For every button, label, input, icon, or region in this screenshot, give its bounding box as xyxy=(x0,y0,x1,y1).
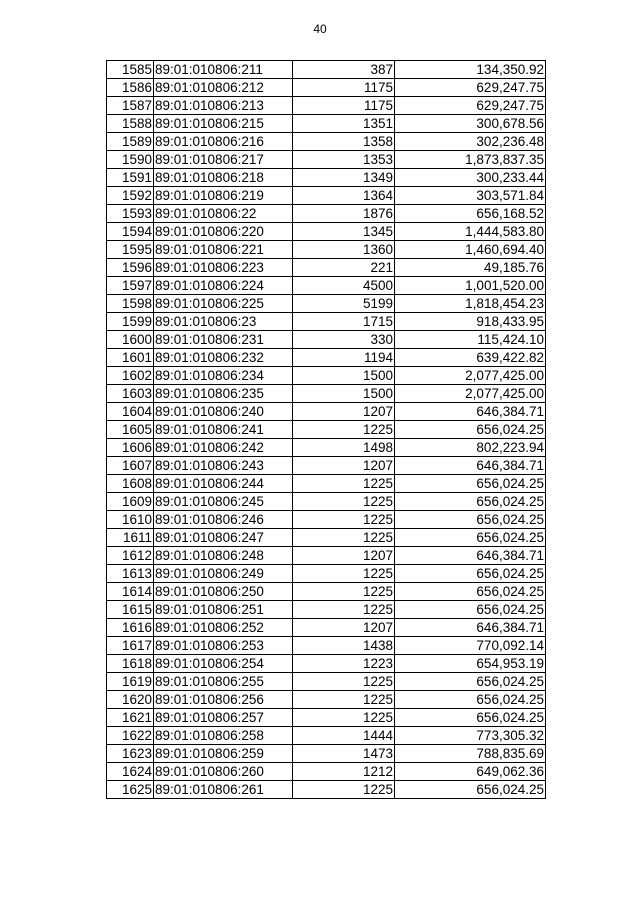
cadastral-value-cell: 646,384.71 xyxy=(395,547,546,565)
cadastral-value-cell: 300,678.56 xyxy=(395,115,546,133)
area-cell: 1364 xyxy=(293,187,395,205)
cadastral-number-cell: 89:01:010806:255 xyxy=(154,673,293,691)
row-number-cell: 1621 xyxy=(107,709,154,727)
area-cell: 1498 xyxy=(293,439,395,457)
cadastral-number-cell: 89:01:010806:244 xyxy=(154,475,293,493)
row-number-cell: 1604 xyxy=(107,403,154,421)
table-row xyxy=(107,61,546,79)
cadastral-number-cell: 89:01:010806:232 xyxy=(154,349,293,367)
cadastral-value-cell: 656,024.25 xyxy=(395,511,546,529)
cadastral-value-cell: 656,168.52 xyxy=(395,205,546,223)
row-number-cell: 1605 xyxy=(107,421,154,439)
area-cell: 1473 xyxy=(293,745,395,763)
table-row xyxy=(107,439,546,457)
cadastral-value-cell: 639,422.82 xyxy=(395,349,546,367)
area-cell: 221 xyxy=(293,259,395,277)
table-row xyxy=(107,691,546,709)
cadastral-value-cell: 656,024.25 xyxy=(395,691,546,709)
cadastral-value-cell: 629,247.75 xyxy=(395,97,546,115)
cadastral-value-cell: 629,247.75 xyxy=(395,79,546,97)
table-row xyxy=(107,259,546,277)
table-row xyxy=(107,115,546,133)
cadastral-number-cell: 89:01:010806:259 xyxy=(154,745,293,763)
row-number-cell: 1611 xyxy=(107,529,154,547)
row-number-cell: 1603 xyxy=(107,385,154,403)
area-cell: 1225 xyxy=(293,781,395,799)
cadastral-value-cell: 788,835.69 xyxy=(395,745,546,763)
area-cell: 1225 xyxy=(293,583,395,601)
area-cell: 1207 xyxy=(293,547,395,565)
cadastral-value-cell: 656,024.25 xyxy=(395,421,546,439)
area-cell: 1351 xyxy=(293,115,395,133)
cadastral-number-cell: 89:01:010806:224 xyxy=(154,277,293,295)
row-number-cell: 1592 xyxy=(107,187,154,205)
cadastral-value-cell: 1,001,520.00 xyxy=(395,277,546,295)
table-row xyxy=(107,295,546,313)
table-row xyxy=(107,421,546,439)
cadastral-number-cell: 89:01:010806:215 xyxy=(154,115,293,133)
cadastral-value-cell: 303,571.84 xyxy=(395,187,546,205)
table-row xyxy=(107,493,546,511)
page-number: 40 xyxy=(313,22,327,36)
area-cell: 1438 xyxy=(293,637,395,655)
cadastral-value-cell: 2,077,425.00 xyxy=(395,367,546,385)
table-row xyxy=(107,331,546,349)
area-cell: 1175 xyxy=(293,79,395,97)
table-row xyxy=(107,619,546,637)
cadastral-value-cell: 1,460,694.40 xyxy=(395,241,546,259)
cadastral-value-cell: 302,236.48 xyxy=(395,133,546,151)
area-cell: 1360 xyxy=(293,241,395,259)
cadastral-number-cell: 89:01:010806:216 xyxy=(154,133,293,151)
row-number-cell: 1601 xyxy=(107,349,154,367)
row-number-cell: 1619 xyxy=(107,673,154,691)
row-number-cell: 1609 xyxy=(107,493,154,511)
row-number-cell: 1599 xyxy=(107,313,154,331)
table-row xyxy=(107,187,546,205)
row-number-cell: 1598 xyxy=(107,295,154,313)
table-row xyxy=(107,529,546,547)
area-cell: 1225 xyxy=(293,709,395,727)
area-cell: 1500 xyxy=(293,367,395,385)
cadastral-number-cell: 89:01:010806:23 xyxy=(154,313,293,331)
row-number-cell: 1606 xyxy=(107,439,154,457)
area-cell: 1207 xyxy=(293,457,395,475)
area-cell: 1444 xyxy=(293,727,395,745)
row-number-cell: 1590 xyxy=(107,151,154,169)
cadastral-number-cell: 89:01:010806:22 xyxy=(154,205,293,223)
row-number-cell: 1588 xyxy=(107,115,154,133)
cadastral-number-cell: 89:01:010806:247 xyxy=(154,529,293,547)
cadastral-number-cell: 89:01:010806:240 xyxy=(154,403,293,421)
row-number-cell: 1597 xyxy=(107,277,154,295)
cadastral-value-cell: 656,024.25 xyxy=(395,781,546,799)
area-cell: 1207 xyxy=(293,619,395,637)
cadastral-number-cell: 89:01:010806:260 xyxy=(154,763,293,781)
area-cell: 1500 xyxy=(293,385,395,403)
cadastral-number-cell: 89:01:010806:219 xyxy=(154,187,293,205)
area-cell: 1876 xyxy=(293,205,395,223)
cadastral-number-cell: 89:01:010806:246 xyxy=(154,511,293,529)
cadastral-number-cell: 89:01:010806:252 xyxy=(154,619,293,637)
table-row xyxy=(107,403,546,421)
cadastral-number-cell: 89:01:010806:245 xyxy=(154,493,293,511)
cadastral-number-cell: 89:01:010806:242 xyxy=(154,439,293,457)
table-row xyxy=(107,547,546,565)
cadastral-number-cell: 89:01:010806:220 xyxy=(154,223,293,241)
area-cell: 1715 xyxy=(293,313,395,331)
table-body xyxy=(107,61,546,799)
table-row xyxy=(107,763,546,781)
row-number-cell: 1612 xyxy=(107,547,154,565)
area-cell: 4500 xyxy=(293,277,395,295)
cadastral-value-cell: 1,818,454.23 xyxy=(395,295,546,313)
row-number-cell: 1602 xyxy=(107,367,154,385)
table-row xyxy=(107,511,546,529)
row-number-cell: 1614 xyxy=(107,583,154,601)
cadastral-number-cell: 89:01:010806:257 xyxy=(154,709,293,727)
table-row xyxy=(107,781,546,799)
area-cell: 330 xyxy=(293,331,395,349)
row-number-cell: 1616 xyxy=(107,619,154,637)
area-cell: 1225 xyxy=(293,421,395,439)
area-cell: 1345 xyxy=(293,223,395,241)
cadastral-value-cell: 656,024.25 xyxy=(395,601,546,619)
area-cell: 1353 xyxy=(293,151,395,169)
row-number-cell: 1624 xyxy=(107,763,154,781)
row-number-cell: 1587 xyxy=(107,97,154,115)
table-row xyxy=(107,151,546,169)
row-number-cell: 1615 xyxy=(107,601,154,619)
table-row xyxy=(107,385,546,403)
cadastral-number-cell: 89:01:010806:225 xyxy=(154,295,293,313)
row-number-cell: 1591 xyxy=(107,169,154,187)
cadastral-value-cell: 646,384.71 xyxy=(395,619,546,637)
table-row xyxy=(107,583,546,601)
area-cell: 1175 xyxy=(293,97,395,115)
area-cell: 1207 xyxy=(293,403,395,421)
cadastral-value-cell: 918,433.95 xyxy=(395,313,546,331)
table-row xyxy=(107,241,546,259)
cadastral-value-cell: 656,024.25 xyxy=(395,475,546,493)
area-cell: 1194 xyxy=(293,349,395,367)
table-row xyxy=(107,727,546,745)
row-number-cell: 1617 xyxy=(107,637,154,655)
cadastral-value-cell: 654,953.19 xyxy=(395,655,546,673)
table-row xyxy=(107,79,546,97)
cadastral-value-cell: 646,384.71 xyxy=(395,403,546,421)
cadastral-value-cell: 134,350.92 xyxy=(395,61,546,79)
cadastral-number-cell: 89:01:010806:221 xyxy=(154,241,293,259)
cadastral-value-cell: 49,185.76 xyxy=(395,259,546,277)
row-number-cell: 1607 xyxy=(107,457,154,475)
cadastral-number-cell: 89:01:010806:218 xyxy=(154,169,293,187)
cadastral-number-cell: 89:01:010806:234 xyxy=(154,367,293,385)
table-row xyxy=(107,655,546,673)
row-number-cell: 1593 xyxy=(107,205,154,223)
land-parcel-table xyxy=(106,60,546,799)
row-number-cell: 1600 xyxy=(107,331,154,349)
area-cell: 5199 xyxy=(293,295,395,313)
cadastral-number-cell: 89:01:010806:213 xyxy=(154,97,293,115)
table-row xyxy=(107,565,546,583)
row-number-cell: 1589 xyxy=(107,133,154,151)
row-number-cell: 1622 xyxy=(107,727,154,745)
table-row xyxy=(107,709,546,727)
row-number-cell: 1610 xyxy=(107,511,154,529)
area-cell: 1349 xyxy=(293,169,395,187)
cadastral-value-cell: 300,233.44 xyxy=(395,169,546,187)
cadastral-number-cell: 89:01:010806:212 xyxy=(154,79,293,97)
table-row xyxy=(107,673,546,691)
table-row xyxy=(107,313,546,331)
area-cell: 1225 xyxy=(293,529,395,547)
area-cell: 387 xyxy=(293,61,395,79)
area-cell: 1225 xyxy=(293,493,395,511)
row-number-cell: 1586 xyxy=(107,79,154,97)
cadastral-value-cell: 656,024.25 xyxy=(395,673,546,691)
table-row xyxy=(107,637,546,655)
cadastral-value-cell: 656,024.25 xyxy=(395,583,546,601)
table-row xyxy=(107,97,546,115)
cadastral-number-cell: 89:01:010806:223 xyxy=(154,259,293,277)
cadastral-number-cell: 89:01:010806:251 xyxy=(154,601,293,619)
row-number-cell: 1618 xyxy=(107,655,154,673)
cadastral-number-cell: 89:01:010806:211 xyxy=(154,61,293,79)
area-cell: 1225 xyxy=(293,475,395,493)
row-number-cell: 1594 xyxy=(107,223,154,241)
table-row xyxy=(107,223,546,241)
cadastral-value-cell: 646,384.71 xyxy=(395,457,546,475)
table-row xyxy=(107,277,546,295)
area-cell: 1358 xyxy=(293,133,395,151)
row-number-cell: 1596 xyxy=(107,259,154,277)
table-row xyxy=(107,457,546,475)
cadastral-value-cell: 656,024.25 xyxy=(395,529,546,547)
cadastral-value-cell: 770,092.14 xyxy=(395,637,546,655)
cadastral-value-cell: 1,444,583.80 xyxy=(395,223,546,241)
cadastral-value-cell: 656,024.25 xyxy=(395,709,546,727)
area-cell: 1225 xyxy=(293,565,395,583)
cadastral-number-cell: 89:01:010806:235 xyxy=(154,385,293,403)
cadastral-value-cell: 649,062.36 xyxy=(395,763,546,781)
table-row xyxy=(107,349,546,367)
area-cell: 1225 xyxy=(293,691,395,709)
cadastral-value-cell: 115,424.10 xyxy=(395,331,546,349)
cadastral-number-cell: 89:01:010806:249 xyxy=(154,565,293,583)
row-number-cell: 1585 xyxy=(107,61,154,79)
table-row xyxy=(107,745,546,763)
table-row xyxy=(107,205,546,223)
cadastral-number-cell: 89:01:010806:248 xyxy=(154,547,293,565)
table-row xyxy=(107,133,546,151)
cadastral-number-cell: 89:01:010806:250 xyxy=(154,583,293,601)
cadastral-value-cell: 773,305.32 xyxy=(395,727,546,745)
area-cell: 1225 xyxy=(293,601,395,619)
row-number-cell: 1623 xyxy=(107,745,154,763)
table-row xyxy=(107,169,546,187)
cadastral-value-cell: 1,873,837.35 xyxy=(395,151,546,169)
cadastral-number-cell: 89:01:010806:231 xyxy=(154,331,293,349)
area-cell: 1225 xyxy=(293,511,395,529)
table-row xyxy=(107,601,546,619)
area-cell: 1223 xyxy=(293,655,395,673)
cadastral-value-cell: 656,024.25 xyxy=(395,493,546,511)
cadastral-number-cell: 89:01:010806:217 xyxy=(154,151,293,169)
row-number-cell: 1608 xyxy=(107,475,154,493)
row-number-cell: 1625 xyxy=(107,781,154,799)
cadastral-number-cell: 89:01:010806:241 xyxy=(154,421,293,439)
cadastral-number-cell: 89:01:010806:254 xyxy=(154,655,293,673)
cadastral-number-cell: 89:01:010806:253 xyxy=(154,637,293,655)
cadastral-number-cell: 89:01:010806:256 xyxy=(154,691,293,709)
cadastral-number-cell: 89:01:010806:243 xyxy=(154,457,293,475)
row-number-cell: 1595 xyxy=(107,241,154,259)
table-row xyxy=(107,475,546,493)
table-row xyxy=(107,367,546,385)
area-cell: 1212 xyxy=(293,763,395,781)
cadastral-value-cell: 2,077,425.00 xyxy=(395,385,546,403)
cadastral-value-cell: 802,223.94 xyxy=(395,439,546,457)
cadastral-number-cell: 89:01:010806:261 xyxy=(154,781,293,799)
cadastral-number-cell: 89:01:010806:258 xyxy=(154,727,293,745)
row-number-cell: 1613 xyxy=(107,565,154,583)
cadastral-value-cell: 656,024.25 xyxy=(395,565,546,583)
row-number-cell: 1620 xyxy=(107,691,154,709)
area-cell: 1225 xyxy=(293,673,395,691)
